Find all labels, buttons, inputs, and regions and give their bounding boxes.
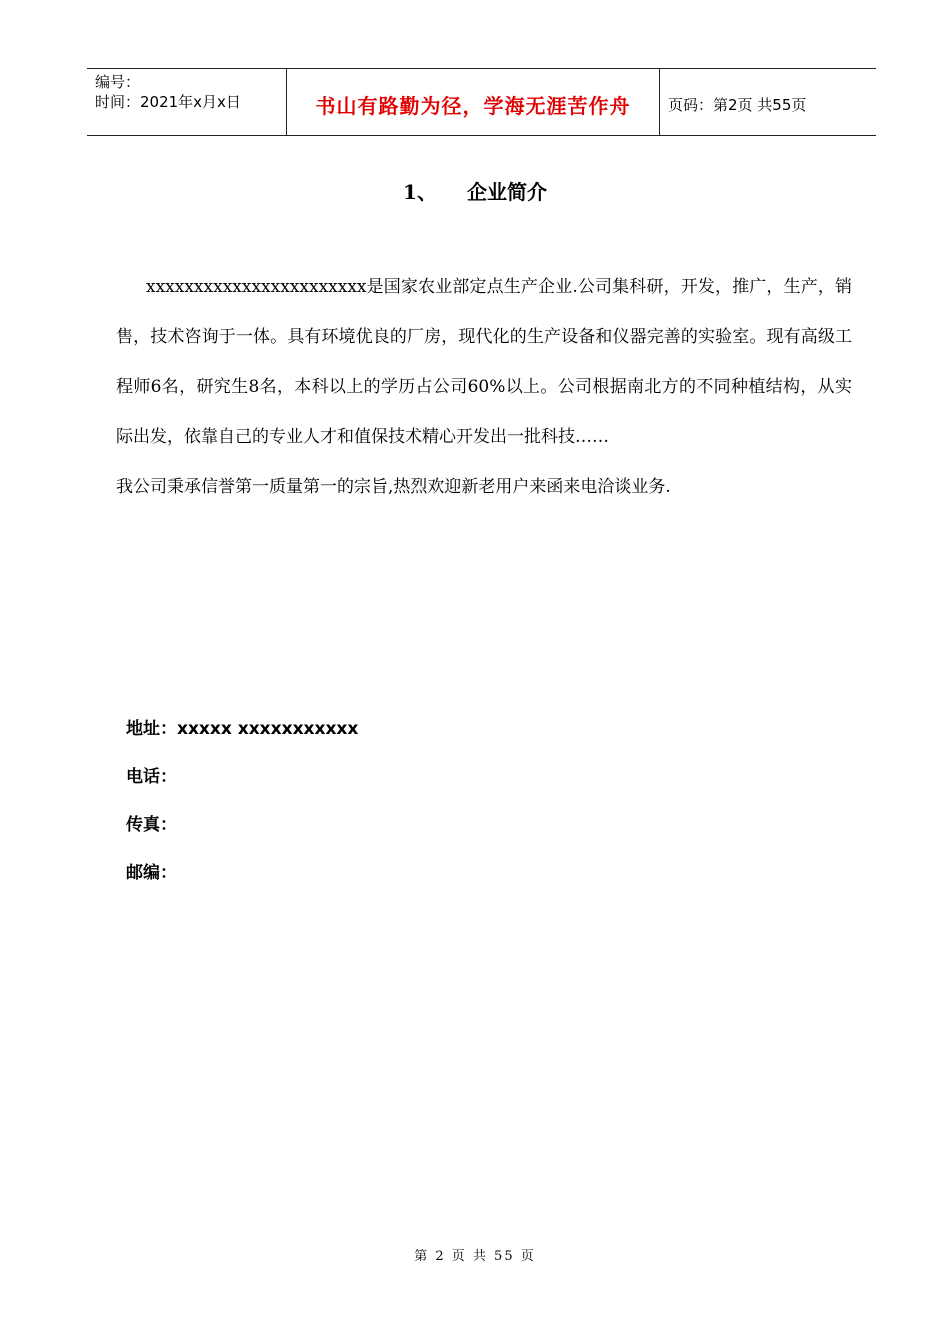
postcode-line: 邮编： <box>126 863 177 883</box>
header-page-label: 页码：第2页 共55页 <box>668 95 807 114</box>
page-footer: 第 2 页 共 55 页 <box>414 1249 536 1264</box>
header-motto-cell <box>287 69 660 135</box>
section-heading <box>0 176 950 205</box>
company-intro-paragraph: xxxxxxxxxxxxxxxxxxxxxxx是国家农业部定点生产企业.公司集科研，开发，推广，生产，销售，技术咨询于一体。具有环境优良的厂房，现代化的生产设备和仪器完善的实验室。现有高级工程师6名，研究生8名，本科以上的学历占公司60%以上。公司根据南北方的不同种植结构，从实际出发，依靠自己的专业人才和值保技术精心开发出一批科技…… <box>116 277 852 447</box>
page-header <box>87 68 876 136</box>
document-time-label: 时间：2021年x月x日 <box>95 93 241 111</box>
phone-line: 电话： <box>126 767 177 787</box>
section-number: 1、 <box>403 180 437 204</box>
fax-line: 传真： <box>126 815 177 835</box>
section-title: 企业简介 <box>466 180 547 204</box>
contact-block <box>126 705 358 897</box>
header-meta <box>87 69 287 135</box>
header-page-cell <box>660 71 876 137</box>
body-text <box>116 262 852 512</box>
document-number-label: 编号： <box>95 73 141 91</box>
address-line: 地址：xxxxx xxxxxxxxxxx <box>126 719 359 739</box>
header-motto: 书山有路勤为径，学海无涯苦作舟 <box>315 93 631 118</box>
welcome-paragraph: 我公司秉承信誉第一质量第一的宗旨,热烈欢迎新老用户来函来电洽谈业务. <box>116 477 671 497</box>
